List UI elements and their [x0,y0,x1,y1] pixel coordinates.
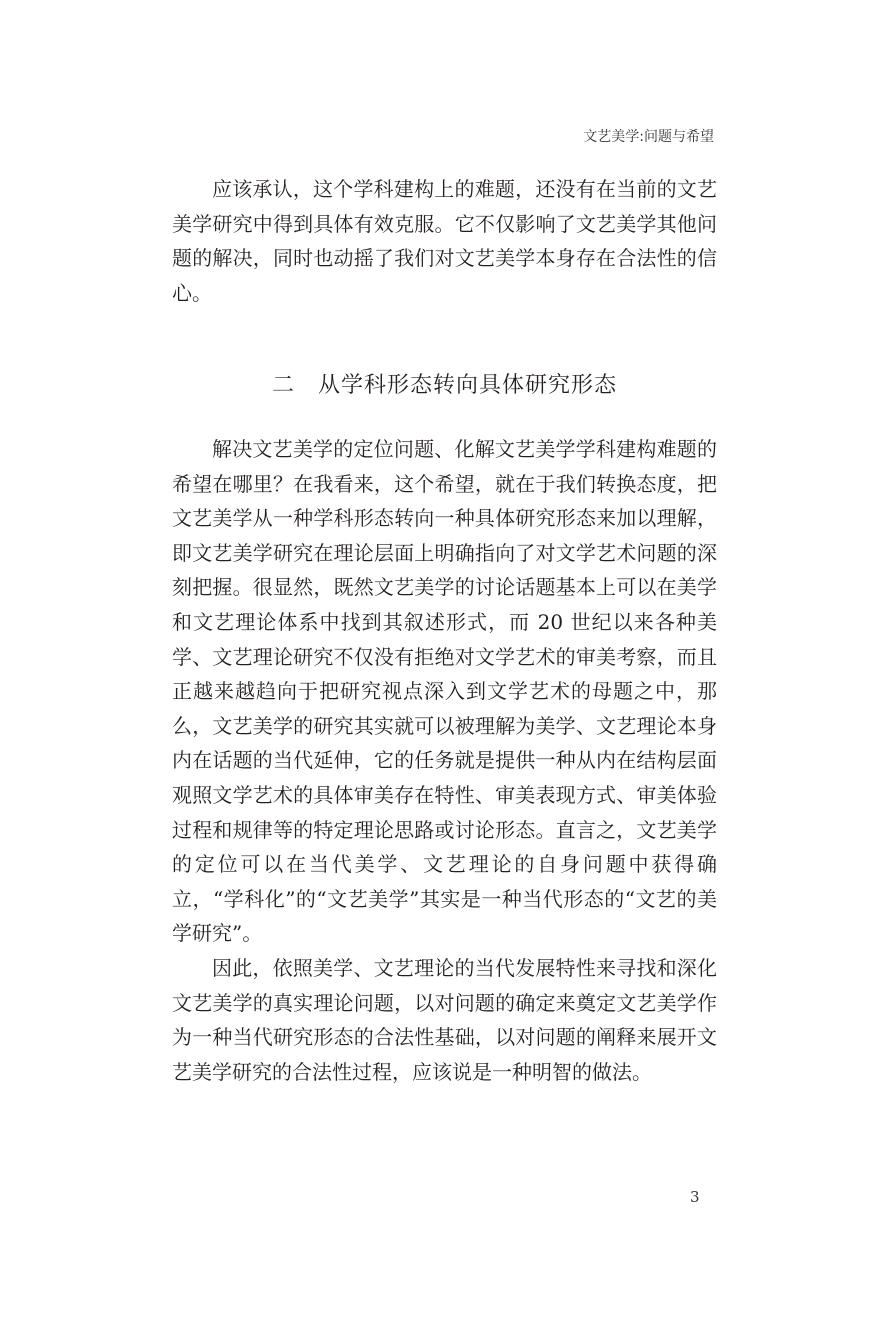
page-number: 3 [690,1188,700,1206]
paragraph: 解决文艺美学的定位问题、化解文艺美学学科建构难题的希望在哪里？在我看来，这个希望，就在于我们转换态度，把文艺美学从一种学科形态转向一种具体研究形态来加以理解，即文艺美学研究在理论层面上明确指向了对文学艺术问题的深刻把握。很显然，既然文艺美学的讨论话题基本上可以在美学和文艺理论体系中找到其叙述形式，而 20 世纪以来各种美学、文艺理论研究不仅没有拒绝对文学艺术的审美考察，而且正越来越趋向于把研究视点深入到文学艺术的母题之中，那么，文艺美学的研究其实就可以被理解为美学、文艺理论本身内在话题的当代延伸，它的任务就是提供一种从内在结构层面观照文学艺术的具体审美存在特性、审美表现方式、审美体验过程和规律等的特定理论思路或讨论形态。直言之，文艺美学的定位可以在当代美学、文艺理论的自身问题中获得确立，“学科化”的“文艺美学”其实是一种当代形态的“文艺的美学研究”。 [172,437,717,946]
body-text-section [172,432,717,1089]
paragraph: 因此，依照美学、文艺理论的当代发展特性来寻找和深化文艺美学的真实理论问题，以对问题的确定来奠定文艺美学作为一种当代研究形态的合法性基础，以对问题的阐释来展开文艺美学研究的合法性过程，应该说是一种明智的做法。 [172,955,717,1084]
running-head: 文艺美学:问题与希望 [583,129,714,145]
body-text-top [172,172,717,310]
paragraph: 应该承认，这个学科建构上的难题，还没有在当前的文艺美学研究中得到具体有效克服。它不仅影响了文艺美学其他问题的解决，同时也动摇了我们对文艺美学本身存在合法性的信心。 [172,177,717,305]
section-heading: 二 从学科形态转向具体研究形态 [271,373,617,398]
